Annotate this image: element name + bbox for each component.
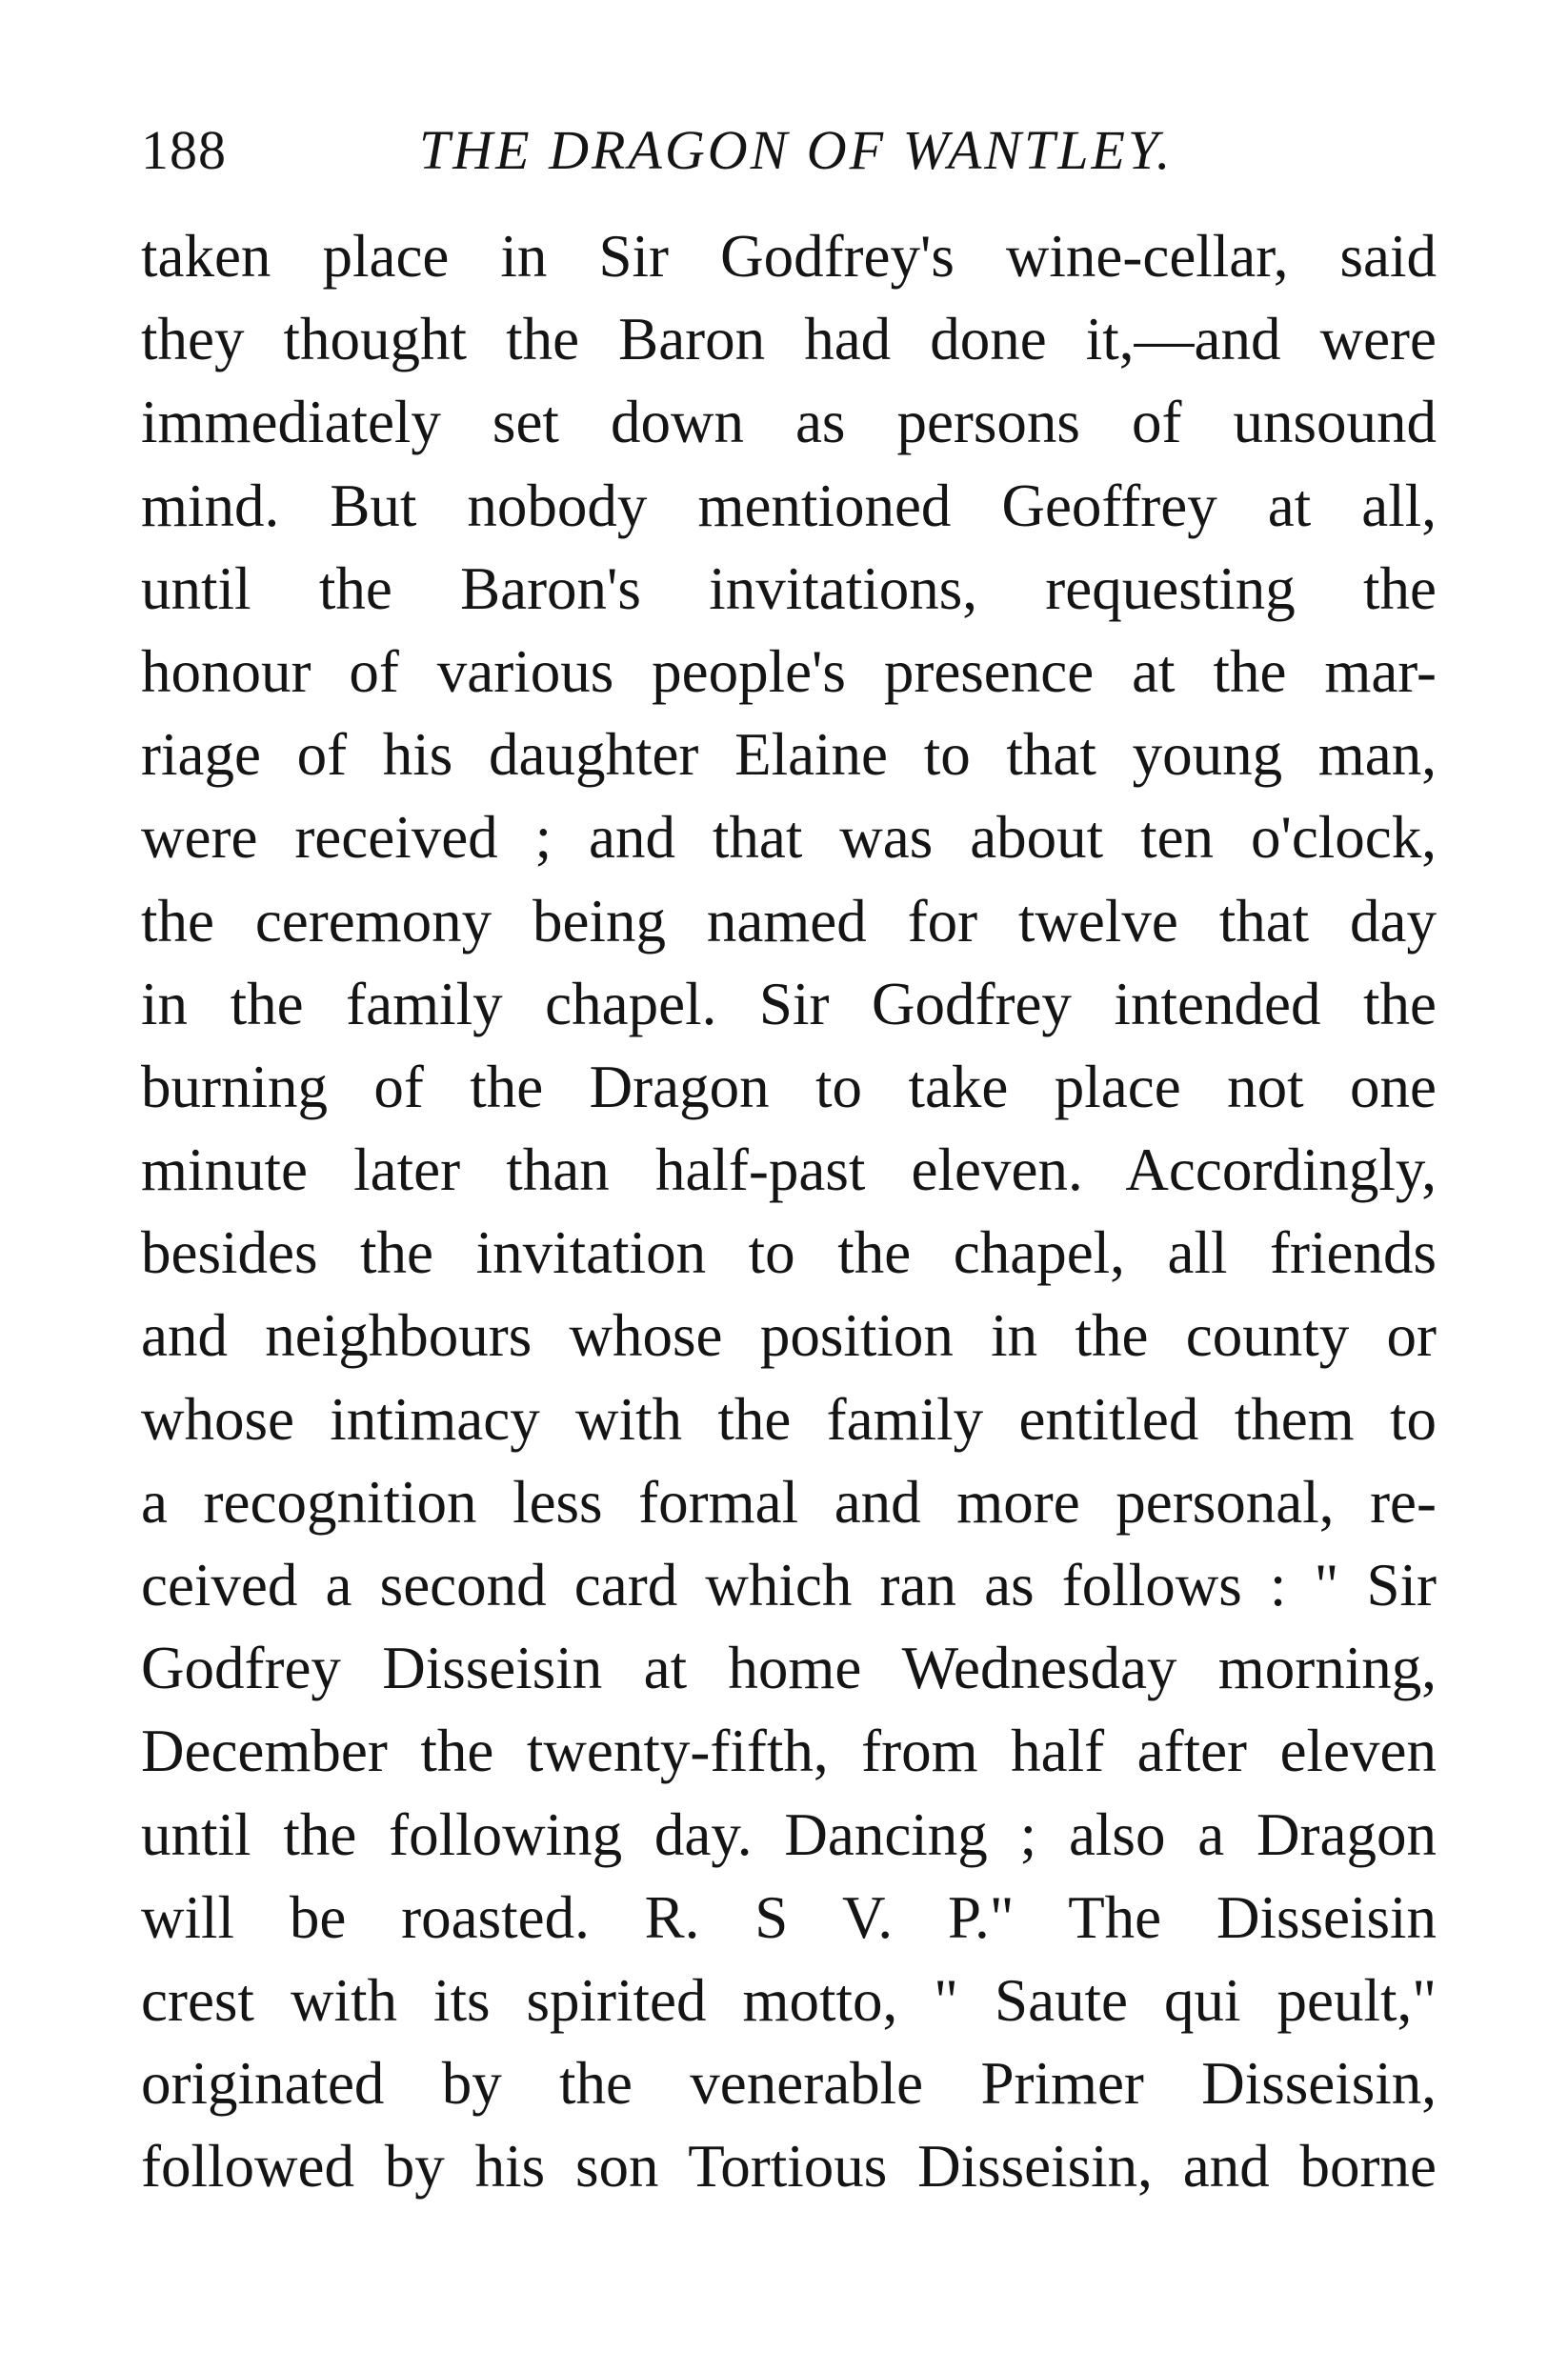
text-line: honour of various people's presence at the mar- [141, 637, 1437, 705]
text-line: they thought the Baron had done it,—and were [141, 306, 1437, 373]
text-line: whose intimacy with the family entitled them to [141, 1385, 1437, 1453]
text-line: immediately set down as persons of unsound [141, 389, 1437, 456]
text-line: crest with its spirited motto, " Saute qui peult," [141, 1966, 1437, 2034]
text-line: besides the invitation to the chapel, all friends [141, 1219, 1437, 1287]
text-line: were received ; and that was about ten o'clock, [141, 804, 1437, 872]
text-line: originated by the venerable Primer Disseisin, [141, 2050, 1437, 2118]
running-head [141, 103, 1437, 198]
text-line: minute later than half-past eleven. Accordingly, [141, 1136, 1437, 1204]
text-line: taken place in Sir Godfrey's wine-cellar, said [141, 223, 1437, 290]
book-page [141, 103, 1437, 2294]
text-line: will be roasted. R. S V. P." The Disseisin [141, 1883, 1437, 1951]
text-line: burning of the Dragon to take place not one [141, 1053, 1437, 1120]
text-line: a recognition less formal and more personal, re- [141, 1468, 1437, 1536]
text-line: December the twenty-fifth, from half after eleven [141, 1718, 1437, 1785]
running-title: THE DRAGON OF WANTLEY. [419, 119, 1174, 181]
body-text [141, 215, 1437, 2209]
text-line: ceived a second card which ran as follows : " Sir [141, 1552, 1437, 1618]
text-line: until the Baron's invitations, requesting the [141, 554, 1437, 622]
text-line: Godfrey Disseisin at home Wednesday morning, [141, 1635, 1437, 1702]
text-line: mind. But nobody mentioned Geoffrey at all, [141, 472, 1437, 539]
text-line: the ceremony being named for twelve that day [141, 887, 1437, 955]
text-line: in the family chapel. Sir Godfrey intended the [141, 970, 1437, 1037]
text-line: and neighbours whose position in the county or [141, 1302, 1437, 1370]
text-line: riage of his daughter Elaine to that young man, [141, 721, 1437, 789]
text-line: followed by his son Tortious Disseisin, and borne [141, 2133, 1437, 2201]
text-line: until the following day. Dancing ; also a Dragon [141, 1800, 1437, 1868]
page-number: 188 [141, 119, 227, 181]
